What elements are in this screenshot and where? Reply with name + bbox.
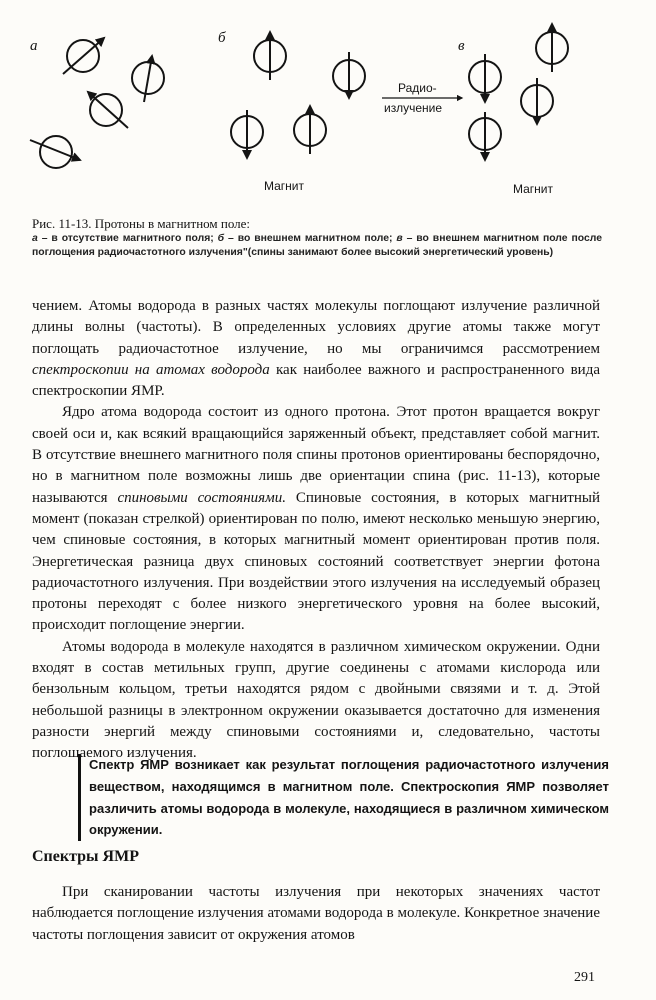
caption-b-letter: б	[217, 233, 225, 244]
paragraph-2	[32, 402, 600, 636]
caption-b-text: – во внешнем магнитном поле;	[224, 233, 397, 244]
caption-a-text: – в отсутствие магнитного поля;	[37, 233, 218, 244]
magnet-label-b: Магнит	[264, 179, 305, 193]
p2-emphasis: спиновыми состояниями.	[117, 489, 286, 506]
p2-text: Ядро атома водорода состоит из одного протона. Этот протон вращается вокруг своей оси и, как всякий вращающийся заряженный объект, представляет собой магнит. В отсутствие внешнего магнитного поля спины протонов ориентированы беспорядочно, но в магнитном поле возможны лишь две ориентации спина (рис. 11-13), которые называются	[32, 404, 600, 506]
panel-b-label: б	[218, 30, 226, 46]
body-text	[32, 296, 600, 765]
arrow-label-line2: излучение	[384, 101, 443, 115]
caption-body	[32, 232, 602, 259]
proton-a3	[88, 92, 128, 128]
proton-a1	[63, 38, 104, 74]
caption-title: Рис. 11-13. Протоны в магнитном поле:	[32, 216, 251, 231]
proton-b2	[333, 52, 365, 98]
paragraph-4: При сканировании частоты излучения при некоторых значениях частот наблюдается поглощение излучения атомами водорода в молекуле. Конкретное значение частоты поглощения зависит от окружения атомов	[32, 884, 600, 943]
p2-end: Спиновые состояния, в которых магнитный момент (показан стрелкой) ориентирован по полю, имеют несколько меньшую энергию, чем спиновые состояния, в которых магнитный момент ориентирован против поля. Энергетическая разница двух спиновых состояний соответствует энергии фотона радиочастотного излучения. При воздействии этого излучения на исследуемый образец протоны переходят с более низкого энергетического уровня на более высокий, происходит поглощение энергии.	[32, 489, 600, 634]
caption-a-letter: а	[32, 233, 38, 244]
page-number: 291	[574, 970, 595, 985]
magnet-label-c: Магнит	[513, 182, 554, 196]
paragraph-3: Атомы водорода в молекуле находятся в различном химическом окружении. Одни входят в состав метильных групп, другие соединены с атомами кислорода или бензольным кольцом, третьи находятся рядом с двойными связями и т. д. Этой небольшой разницы в электронном окружении оказывается достаточно для изменения разности энергий между спиновыми состояниями и, следовательно, частоты поглощаемого излучения.	[32, 638, 600, 762]
arrow-label-line1: Радио-	[398, 81, 437, 95]
paragraph-4-block	[32, 882, 600, 946]
p1-end: как наиболее важного и распространенного вида спектроскопии ЯМР.	[32, 361, 600, 400]
caption-c-letter: в	[396, 233, 403, 244]
panel-a-protons	[30, 38, 164, 168]
figure-caption	[32, 216, 602, 259]
proton-c1	[469, 54, 501, 102]
panel-c-label: в	[458, 38, 465, 54]
p1-text: чением. Атомы водорода в разных частях молекулы поглощают излучение различной длины волны (частоты). В определенных условиях другие атомы также могут поглощать радиочастотное излучение, но мы ограничимся рассмотрением	[32, 298, 600, 357]
proton-b1	[254, 32, 286, 80]
panel-c-protons	[469, 24, 568, 160]
radio-emission-arrow	[382, 81, 462, 115]
proton-a2	[132, 56, 164, 102]
caption-c-text: – во внешнем магнитном поле после поглощения радиочастотного излучения"(спины занимают более высокий энергетический уровень)	[32, 233, 602, 258]
paragraph-1	[32, 296, 600, 402]
proton-c3	[536, 24, 568, 72]
p1-emphasis: спектроскопии на атомах водорода	[32, 361, 270, 378]
key-point-box: Спектр ЯМР возникает как результат поглощения радиочастотного излучения веществом, находящимся в магнитном поле. Спектроскопия ЯМР позволяет различить атомы водорода в молекуле, находящиеся в различном химическом окружении.	[78, 754, 609, 841]
proton-a4	[30, 136, 80, 168]
panel-a-label: а	[30, 38, 38, 54]
proton-spin-figure	[0, 0, 656, 212]
proton-c4	[469, 112, 501, 160]
proton-b4	[294, 106, 326, 154]
proton-c2	[521, 78, 553, 124]
proton-b3	[231, 110, 263, 158]
panel-b-protons	[231, 32, 365, 158]
section-title: Спектры ЯМР	[32, 848, 139, 865]
